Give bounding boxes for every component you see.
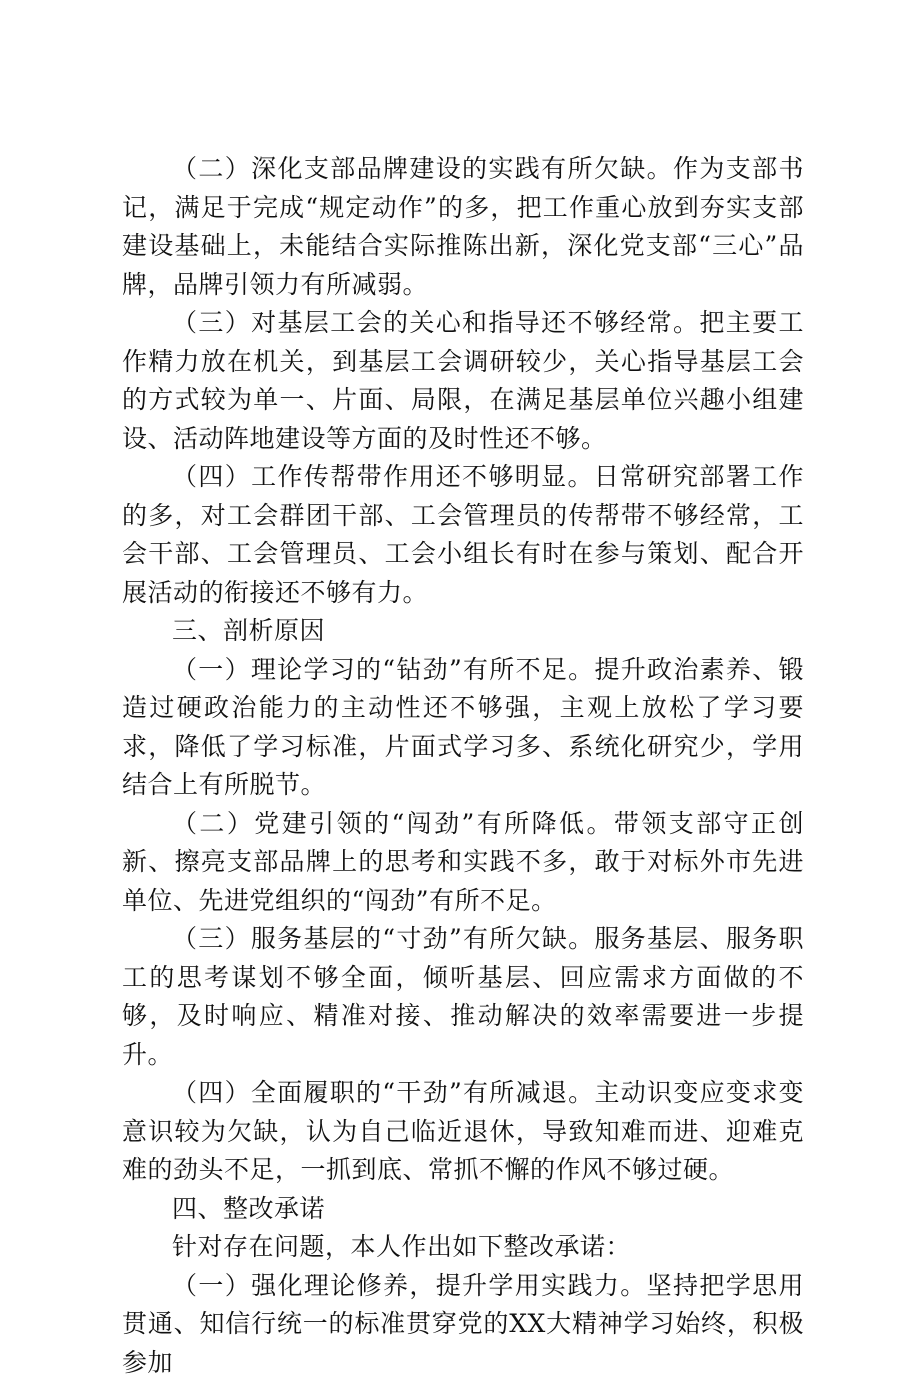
paragraph-commitment-one: （一）强化理论修养，提升学用实践力。坚持把学思用贯通、知信行统一的标准贯穿党的XX大精神学习始终，积极参加 [122, 1267, 804, 1382]
paragraph-duty: （四）全面履职的“干劲”有所减退。主动识变应变求变意识较为欠缺，认为自己临近退休，导致知难而进、迎难克难的劲头不足，一抓到底、常抓不懈的作风不够过硬。 [122, 1074, 804, 1190]
paragraph-grassroots-union: （三）对基层工会的关心和指导还不够经常。把主要工作精力放在机关，到基层工会调研较少，关心指导基层工会的方式较为单一、片面、局限，在满足基层单位兴趣小组建设、活动阵地建设等方面的及时性还不够。 [122, 304, 804, 458]
document-body [122, 150, 804, 1382]
paragraph-mentoring: （四）工作传帮带作用还不够明显。日常研究部署工作的多，对工会群团干部、工会管理员的传帮带不够经常，工会干部、工会管理员、工会小组长有时在参与策划、配合开展活动的衔接还不够有力。 [122, 458, 804, 612]
section-heading-commitment: 四、整改承诺 [122, 1190, 804, 1229]
paragraph-party-building: （二）党建引领的“闯劲”有所降低。带领支部守正创新、擦亮支部品牌上的思考和实践不多，敢于对标外市先进单位、先进党组织的“闯劲”有所不足。 [122, 805, 804, 921]
paragraph-commitment-intro: 针对存在问题，本人作出如下整改承诺： [122, 1228, 804, 1267]
section-heading-analysis: 三、剖析原因 [122, 612, 804, 651]
paragraph-theory-study: （一）理论学习的“钻劲”有所不足。提升政治素养、锻造过硬政治能力的主动性还不够强，主观上放松了学习要求，降低了学习标准，片面式学习多、系统化研究少，学用结合上有所脱节。 [122, 651, 804, 805]
paragraph-brand-building: （二）深化支部品牌建设的实践有所欠缺。作为支部书记，满足于完成“规定动作”的多，把工作重心放到夯实支部建设基础上，未能结合实际推陈出新，深化党支部“三心”品牌，品牌引领力有所减弱。 [122, 150, 804, 304]
paragraph-service: （三）服务基层的“寸劲”有所欠缺。服务基层、服务职工的思考谋划不够全面，倾听基层、回应需求方面做的不够，及时响应、精准对接、推动解决的效率需要进一步提升。 [122, 920, 804, 1074]
